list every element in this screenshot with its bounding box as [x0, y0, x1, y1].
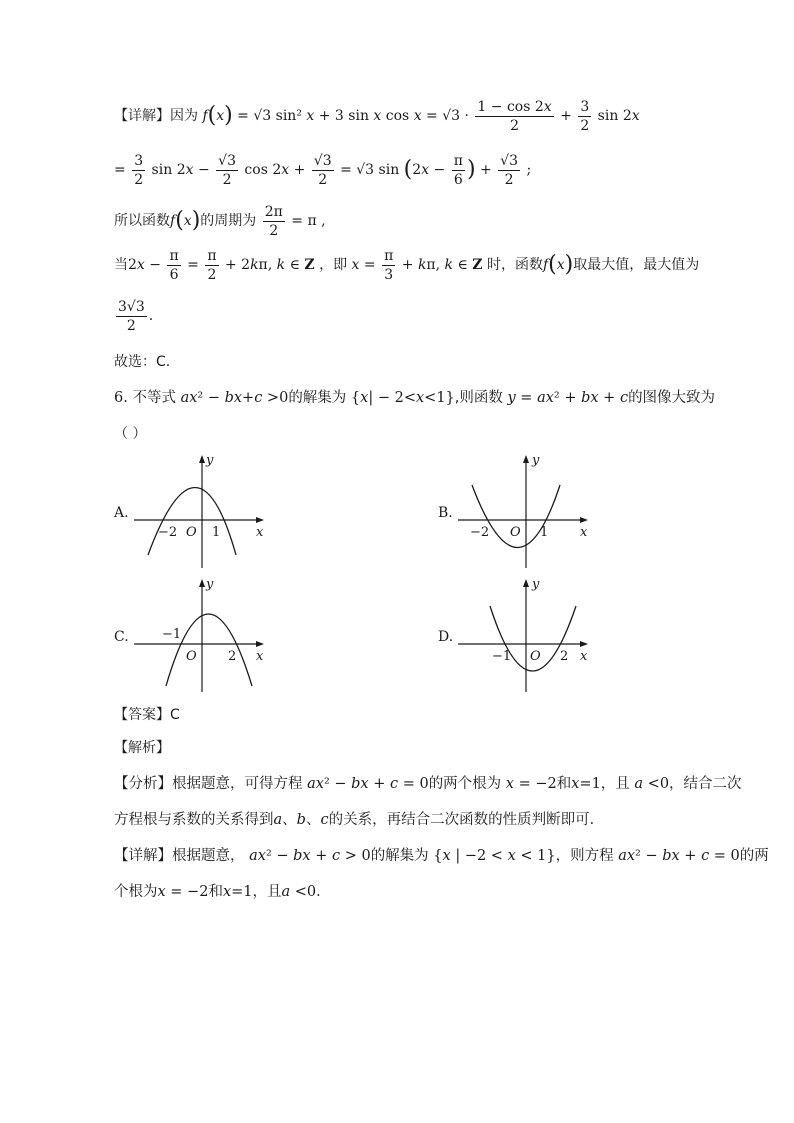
option-a-graph [132, 450, 272, 570]
prev-detail-line2: = $\frac{3}{2}$ sin 2x − $\frac{√3}{2}$ cos 2x + $\frac{√3}{2}$ = √3 sin (2x − $\frac{\pi}{6}$ ) + $\frac{√3}{2}$ ; [114, 152, 532, 188]
option-c-graph [132, 574, 272, 694]
fenxi-label: 【分析】 [114, 776, 172, 792]
tick-label: 2 [560, 649, 569, 664]
option-d-label: D. [438, 629, 454, 645]
axis-y-label: y [532, 453, 540, 468]
tick-label: −1 [162, 627, 182, 642]
prev-max-value: $\frac{3√3}{2}$ . [118, 298, 154, 334]
prev-detail-line1: 【详解】因为 f(x) = √3 sin² x + 3 sin x cos x = √3 · $\frac{1 - \cos 2x}{2}$ + $\frac{3}{2}$ sin 2x [114, 98, 640, 134]
answer-value: C [170, 707, 180, 723]
origin-label: O [510, 525, 521, 540]
tick-label: 1 [212, 525, 221, 540]
tick-label: 2 [228, 649, 237, 664]
axis-y-label: y [206, 577, 214, 592]
origin-label: O [530, 649, 541, 664]
fenxi-line2: 方程根与系数的关系得到a、b、c的关系，再结合二次函数的性质判断即可． [114, 812, 605, 828]
option-b-label: B. [438, 505, 453, 521]
detail2-label: 【详解】 [114, 848, 172, 864]
axis-x-label: x [580, 649, 588, 664]
question-6-stem: 6. 不等式 ax² − bx+c >0的解集为 {x| − 2<x<1},则函数 y = ax² + bx + c的图像大致为 [114, 390, 716, 406]
detail-label: 【详解】 [114, 108, 170, 124]
origin-label: O [186, 649, 197, 664]
fenxi-line1: 【分析】根据题意，可得方程 ax² − bx + c = 0的两个根为 x = −2和x=1，且 a <0，结合二次 [114, 776, 742, 792]
tick-label: −2 [158, 525, 178, 540]
axis-y-label: y [532, 577, 540, 592]
detail2-line2: 个根为x = −2和x=1，且a <0． [114, 884, 331, 900]
option-b-graph [456, 450, 596, 570]
analysis-label: 【解析】 [114, 740, 170, 756]
prev-conclusion: 故选：C. [114, 354, 171, 370]
tick-label: −1 [492, 649, 512, 664]
axis-x-label: x [256, 525, 264, 540]
question-number: 6. [114, 390, 128, 406]
option-d-graph [456, 574, 596, 694]
axis-y-label: y [206, 453, 214, 468]
tick-label: 1 [540, 525, 549, 540]
answer-line [114, 705, 180, 725]
option-c-label: C. [114, 629, 129, 645]
prev-max-line: 当2x − $\frac{\pi}{6}$ = $\frac{\pi}{2}$ + 2kπ, k ∈ Z ，即 x = $\frac{\pi}{3}$ + kπ, k ∈ Z 时，函数f(x)取最大值，最大值为 [114, 247, 700, 283]
detail2-line1: 【详解】根据题意， ax² − bx + c > 0的解集为 {x | −2 < x < 1}，则方程 ax² − bx + c = 0的两 [114, 848, 769, 864]
prev-period-line: 所以函数f(x)的周期为 $\frac{2\pi}{2}$ = π , [114, 203, 326, 239]
answer-label: 【答案】 [114, 707, 170, 723]
tick-label: −2 [470, 525, 490, 540]
origin-label: O [186, 525, 197, 540]
axis-x-label: x [256, 649, 264, 664]
option-a-label: A. [114, 505, 129, 521]
question-paren: （ ） [114, 426, 147, 442]
axis-x-label: x [580, 525, 588, 540]
